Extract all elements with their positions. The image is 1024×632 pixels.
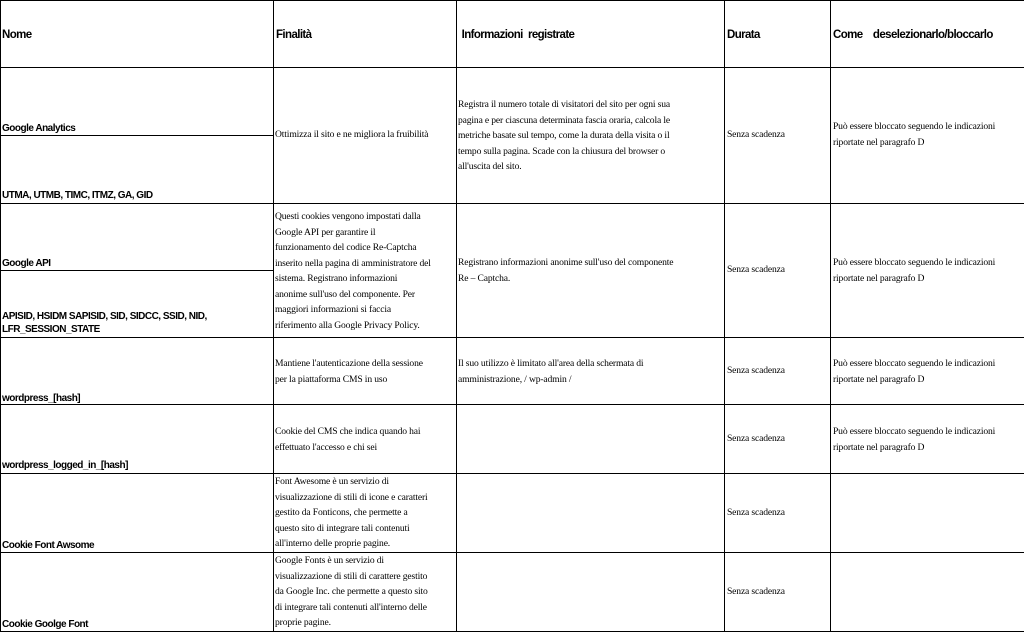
cookie-disable: Può essere bloccato seguendo le indicazioni riportate nel paragrafo D [833, 426, 996, 453]
row-divider [0, 203, 1024, 204]
cookie-name: wordpress_[hash] [2, 393, 81, 404]
header-info: Informazioni registrate [459, 29, 575, 41]
cookie-name: Google Analytics [2, 123, 76, 134]
cookie-identifiers: UTMA, UTMB, TIMC, ITMZ, GA, GID [2, 190, 153, 201]
cookie-name: wordpress_logged_in_[hash] [2, 460, 128, 471]
cookie-name: Google API [2, 258, 51, 269]
column-divider [830, 0, 831, 632]
cookie-identifiers: APISID, HSIDM SAPISID, SID, SIDCC, SSID, NID, LFR_SESSION_STATE [2, 311, 207, 335]
cookie-duration: Senza scadenza [727, 507, 785, 518]
table-border-left [0, 0, 1, 632]
cookie-duration: Senza scadenza [727, 129, 785, 140]
header-disable: Come deselezionarlo/bloccarlo [833, 29, 993, 41]
cookie-duration: Senza scadenza [727, 586, 785, 597]
name-cell-divider [0, 135, 273, 136]
cookie-duration: Senza scadenza [727, 365, 785, 376]
header-name: Nome [2, 29, 32, 41]
table-border-top [0, 0, 1024, 1]
row-divider [0, 552, 1024, 553]
cookie-info: Registra il numero totale di visitatori del sito per ogni sua pagina e per ciascuna determinata fascia oraria, calcola le metriche basate sul tempo, come la durata della visita o il tempo sulla pagina. Scade con la chiusura del browser o all'uscita del sito. [458, 99, 670, 172]
cookie-info: Il suo utilizzo è limitato all'area della schermata di amministrazione, / wp-admin / [458, 358, 644, 385]
cookie-disable: Può essere bloccato seguendo le indicazioni riportate nel paragrafo D [833, 358, 996, 385]
header-purpose: Finalità [276, 29, 312, 41]
cookie-purpose: Mantiene l'autenticazione della sessione per la piattaforma CMS in uso [275, 358, 423, 385]
row-divider [0, 473, 1024, 474]
column-divider [273, 0, 274, 632]
cookie-info: Registrano informazioni anonime sull'uso del componente Re – Captcha. [458, 257, 674, 284]
name-cell-divider [0, 270, 273, 271]
cookie-name: Cookie Font Awsome [2, 540, 95, 551]
cookie-duration: Senza scadenza [727, 264, 785, 275]
column-divider [724, 0, 725, 632]
cookie-name: Cookie Goolge Font [2, 619, 88, 630]
row-divider [0, 67, 1024, 68]
cookie-purpose: Ottimizza il sito e ne migliora la fruibilità [275, 129, 429, 140]
cookie-purpose: Questi cookies vengono impostati dalla Google API per garantire il funzionamento del codice Re-Captcha inserito nella pagina di amministratore del sistema. Registrano informazioni anonime sull'uso del componente. Per maggiori informazioni si faccia riferimento alla Google Privacy Policy. [275, 211, 431, 331]
cookie-purpose: Google Fonts è un servizio di visualizzazione di stili di carattere gestito da Google Inc. che permette a questo sito di integrare tali contenuti all'interno delle proprie pagine. [275, 555, 428, 628]
cookie-purpose: Cookie del CMS che indica quando hai effettuato l'accesso e chi sei [275, 426, 421, 453]
row-divider [0, 404, 1024, 405]
header-duration: Durata [727, 29, 760, 41]
row-divider [0, 337, 1024, 338]
cookie-disable: Può essere bloccato seguendo le indicazioni riportate nel paragrafo D [833, 121, 996, 148]
cookie-duration: Senza scadenza [727, 433, 785, 444]
cookie-disable: Può essere bloccato seguendo le indicazioni riportate nel paragrafo D [833, 257, 996, 284]
cookie-purpose: Font Awesome è un servizio di visualizzazione di stili di icone e caratteri gestito da Fonticons, che permette a questo sito di integrare tali contenuti all'interno delle proprie pagine. [275, 476, 428, 549]
